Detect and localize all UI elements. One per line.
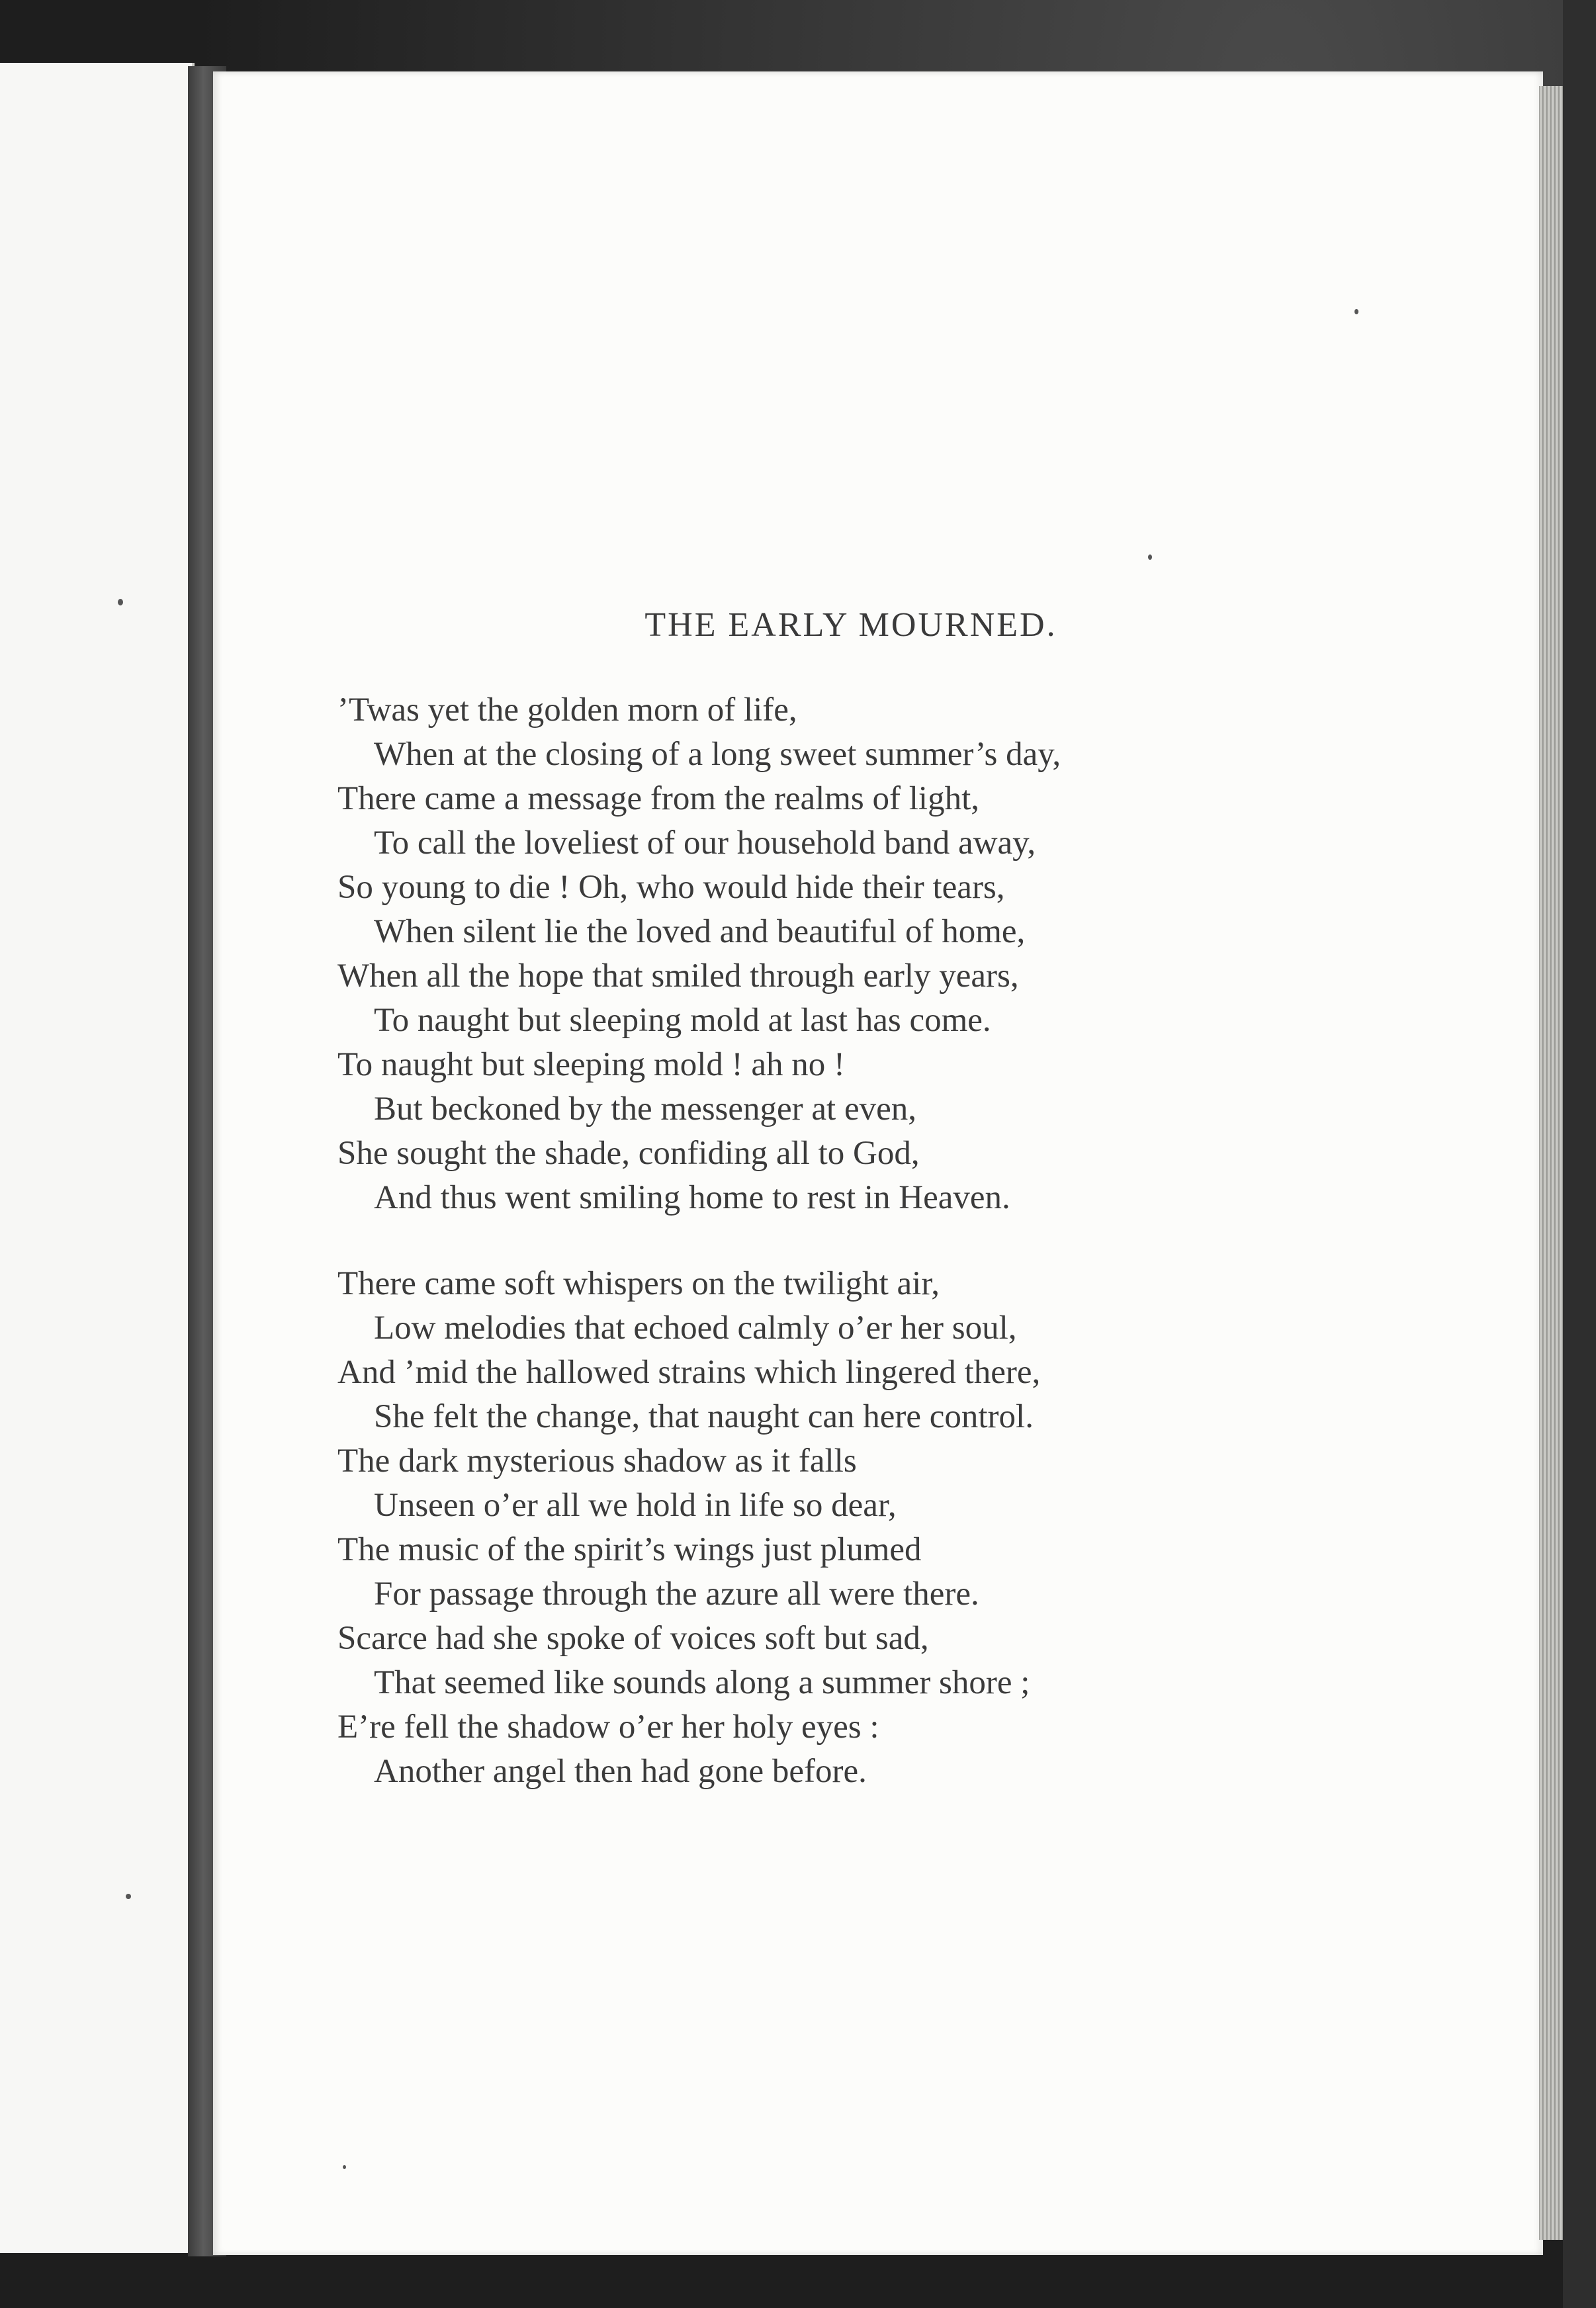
- poem-line: That seemed like sounds along a summer shore ;: [374, 1664, 1030, 1701]
- facing-page-left: [0, 63, 195, 2253]
- poem-line: The music of the spirit’s wings just plumed: [337, 1531, 922, 1568]
- poem-line: Low melodies that echoed calmly o’er her soul,: [374, 1309, 1017, 1347]
- poem-line: She felt the change, that naught can here control.: [374, 1398, 1034, 1435]
- poem-title: THE EARLY MOURNED.: [644, 606, 1057, 644]
- dust-speck: [1148, 555, 1152, 560]
- dust-speck: [126, 1894, 131, 1899]
- poem-line: And ’mid the hallowed strains which lingered there,: [337, 1354, 1041, 1391]
- poem-line: Unseen o’er all we hold in life so dear,: [374, 1487, 897, 1524]
- poem-line: When all the hope that smiled through early years,: [337, 957, 1019, 995]
- scan-margin-right: [1563, 0, 1596, 2308]
- stanza: [337, 688, 1061, 1220]
- stanza: [337, 1262, 1061, 1794]
- poem-line: So young to die ! Oh, who would hide their tears,: [337, 869, 1005, 906]
- poem-line: E’re fell the shadow o’er her holy eyes :: [337, 1709, 879, 1746]
- poem-line: There came a message from the realms of light,: [337, 780, 980, 817]
- page-edge: [1539, 86, 1563, 2240]
- poem-body: [337, 688, 1061, 1794]
- stanza-break: [337, 1220, 1061, 1262]
- poem-line: She sought the shade, confiding all to God,: [337, 1135, 920, 1172]
- poem-line: Another angel then had gone before.: [374, 1753, 867, 1790]
- poem-line: The dark mysterious shadow as it falls: [337, 1442, 857, 1480]
- poem-line: To naught but sleeping mold ! ah no !: [337, 1046, 845, 1083]
- poem-line: And thus went smiling home to rest in Heaven.: [374, 1179, 1010, 1216]
- poem-line: To call the loveliest of our household band away,: [374, 824, 1036, 862]
- poem-line: There came soft whispers on the twilight air,: [337, 1265, 940, 1302]
- dust-speck: [1354, 309, 1358, 314]
- dust-speck: [118, 599, 123, 605]
- dust-speck: [343, 2165, 346, 2169]
- poem-line: When at the closing of a long sweet summer’s day,: [374, 736, 1061, 773]
- poem-line: Scarce had she spoke of voices soft but sad,: [337, 1620, 929, 1657]
- poem-line: When silent lie the loved and beautiful of home,: [374, 913, 1026, 950]
- poem-line: But beckoned by the messenger at even,: [374, 1090, 916, 1128]
- poem-line: ’Twas yet the golden morn of life,: [337, 691, 797, 729]
- poem-line: For passage through the azure all were there.: [374, 1576, 979, 1613]
- poem-line: To naught but sleeping mold at last has come.: [374, 1002, 991, 1039]
